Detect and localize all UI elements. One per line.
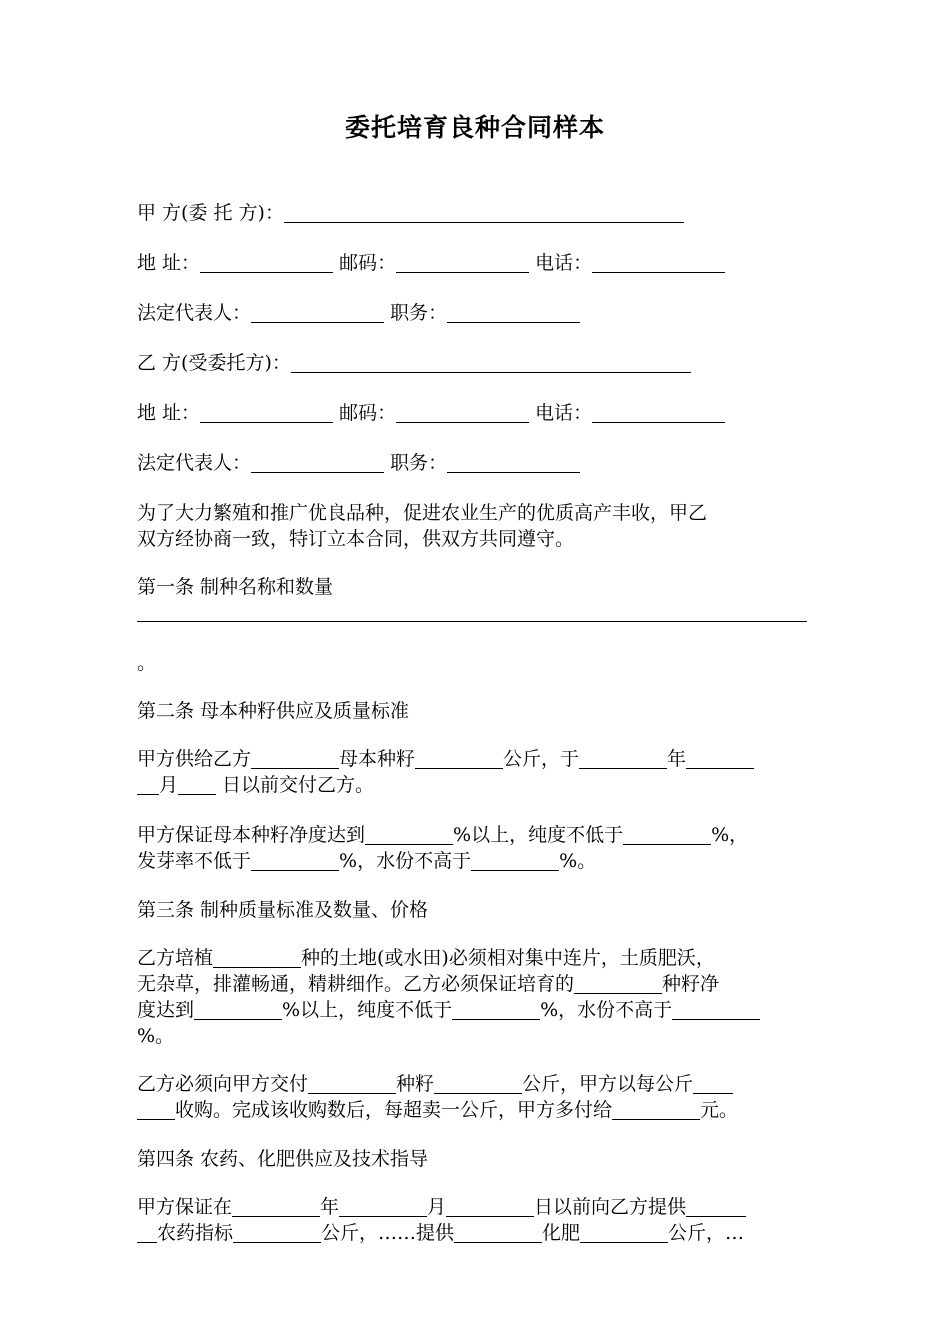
party-a-address-label: 地 址：: [137, 252, 201, 274]
party-a-zip-label: 邮码：: [339, 252, 397, 274]
party-b-label: 乙 方(受委托方)：: [137, 352, 291, 374]
party-a-label: 甲 方(委 托 方)：: [137, 202, 284, 224]
party-b-position-field[interactable]: [447, 452, 580, 473]
blank-field[interactable]: [251, 850, 339, 871]
party-a-position-field[interactable]: [447, 302, 580, 323]
party-a-position-label: 职务：: [390, 302, 448, 324]
party-a-rep-line: [137, 300, 580, 326]
article-4-para-1: [137, 1194, 817, 1246]
party-a-rep-field[interactable]: [251, 302, 384, 323]
blank-field[interactable]: [415, 748, 503, 769]
blank-field[interactable]: [137, 1222, 157, 1243]
blank-field[interactable]: [251, 748, 339, 769]
article-2-para-2-row-1: 甲方保证母本种籽净度达到 %以上，纯度不低于 %，: [137, 824, 749, 846]
party-b-address-label: 地 址：: [137, 402, 201, 424]
blank-field[interactable]: [452, 999, 540, 1020]
blank-field[interactable]: [233, 1222, 321, 1243]
article-2-heading: 第二条 母本种籽供应及质量标准: [137, 700, 410, 722]
blank-field[interactable]: [232, 1196, 320, 1217]
blank-field[interactable]: [580, 1222, 668, 1243]
party-a-name-field[interactable]: [284, 202, 684, 223]
party-b-rep-field[interactable]: [251, 452, 384, 473]
party-a-phone-field[interactable]: [592, 252, 725, 273]
article-2-para-1: [137, 746, 817, 798]
blank-field[interactable]: [213, 947, 301, 968]
article-1-name-field[interactable]: [137, 621, 807, 622]
article-3-para-1-row-1: 乙方培植 种的土地(或水田)必须相对集中连片，土质肥沃，: [137, 947, 715, 969]
blank-field[interactable]: [574, 973, 662, 994]
article-2-para-1-row-2: 月 日以前交付乙方。: [137, 772, 817, 798]
blank-field[interactable]: [365, 824, 453, 845]
blank-field[interactable]: [137, 1099, 175, 1120]
article-1-heading: 第一条 制种名称和数量: [137, 576, 334, 598]
blank-field[interactable]: [672, 999, 760, 1020]
article-2-para-2: [137, 822, 817, 874]
article-3-para-2-row-1: 乙方必须向甲方交付 种籽 公斤，甲方以每公斤: [137, 1071, 817, 1097]
blank-field[interactable]: [194, 999, 282, 1020]
party-a-phone-label: 电话：: [535, 252, 593, 274]
intro-line-1: 为了大力繁殖和推广优良品种，促进农业生产的优质高产丰收，甲乙: [137, 502, 708, 524]
party-b-address-field[interactable]: [200, 402, 333, 423]
blank-field[interactable]: [446, 1196, 534, 1217]
party-b-position-label: 职务：: [390, 452, 448, 474]
party-b-phone-label: 电话：: [535, 402, 593, 424]
party-b-rep-line: [137, 450, 580, 476]
blank-field[interactable]: [434, 1073, 522, 1094]
party-a-zip-field[interactable]: [396, 252, 529, 273]
article-4-para-1-row-1: 甲方保证在 年 月 日以前向乙方提供: [137, 1194, 817, 1220]
party-b-rep-label: 法定代表人：: [137, 452, 252, 474]
article-2-para-1-row-1: 甲方供给乙方 母本种籽 公斤，于 年: [137, 746, 817, 772]
article-3-para-1-row-2: 无杂草，排灌畅通，精耕细作。乙方必须保证培育的 种籽净: [137, 973, 720, 995]
party-b-zip-field[interactable]: [396, 402, 529, 423]
blank-field[interactable]: [686, 748, 754, 769]
intro-line-2: 双方经协商一致，特订立本合同，供双方共同遵守。: [137, 528, 575, 550]
blank-field[interactable]: [612, 1099, 700, 1120]
blank-field[interactable]: [693, 1073, 733, 1094]
party-b-phone-field[interactable]: [592, 402, 725, 423]
party-b-line: [137, 350, 691, 376]
blank-field[interactable]: [579, 748, 667, 769]
blank-field[interactable]: [454, 1222, 542, 1243]
blank-field[interactable]: [686, 1196, 746, 1217]
article-4-heading: 第四条 农药、化肥供应及技术指导: [137, 1148, 429, 1170]
article-2-para-2-row-2: 发芽率不低于 %，水份不高于 %。: [137, 850, 597, 872]
party-a-line: [137, 200, 684, 226]
blank-field[interactable]: [471, 850, 559, 871]
article-1-end: 。: [137, 652, 157, 674]
article-3-para-1-row-4: %。: [137, 1025, 175, 1047]
blank-field[interactable]: [178, 774, 216, 795]
intro-paragraph: [137, 500, 817, 552]
article-3-para-2: [137, 1071, 817, 1123]
article-4-para-1-row-2: 农药指标 公斤，……提供 化肥 公斤，…: [137, 1220, 817, 1246]
party-b-name-field[interactable]: [291, 352, 691, 373]
party-b-zip-label: 邮码：: [339, 402, 397, 424]
party-a-rep-label: 法定代表人：: [137, 302, 252, 324]
article-3-heading: 第三条 制种质量标准及数量、价格: [137, 899, 429, 921]
document-title: 委托培育良种合同样本: [344, 113, 605, 142]
blank-field[interactable]: [339, 1196, 427, 1217]
blank-field[interactable]: [308, 1073, 396, 1094]
party-a-address-field[interactable]: [200, 252, 333, 273]
article-3-para-2-row-2: 收购。完成该收购数后，每超卖一公斤，甲方多付给 元。: [137, 1097, 817, 1123]
article-3-para-1: [137, 945, 817, 1049]
blank-field[interactable]: [137, 774, 159, 795]
party-a-contact-line: [137, 250, 725, 276]
blank-field[interactable]: [623, 824, 711, 845]
party-b-contact-line: [137, 400, 725, 426]
article-3-para-1-row-3: 度达到 %以上，纯度不低于 %，水份不高于: [137, 997, 817, 1023]
